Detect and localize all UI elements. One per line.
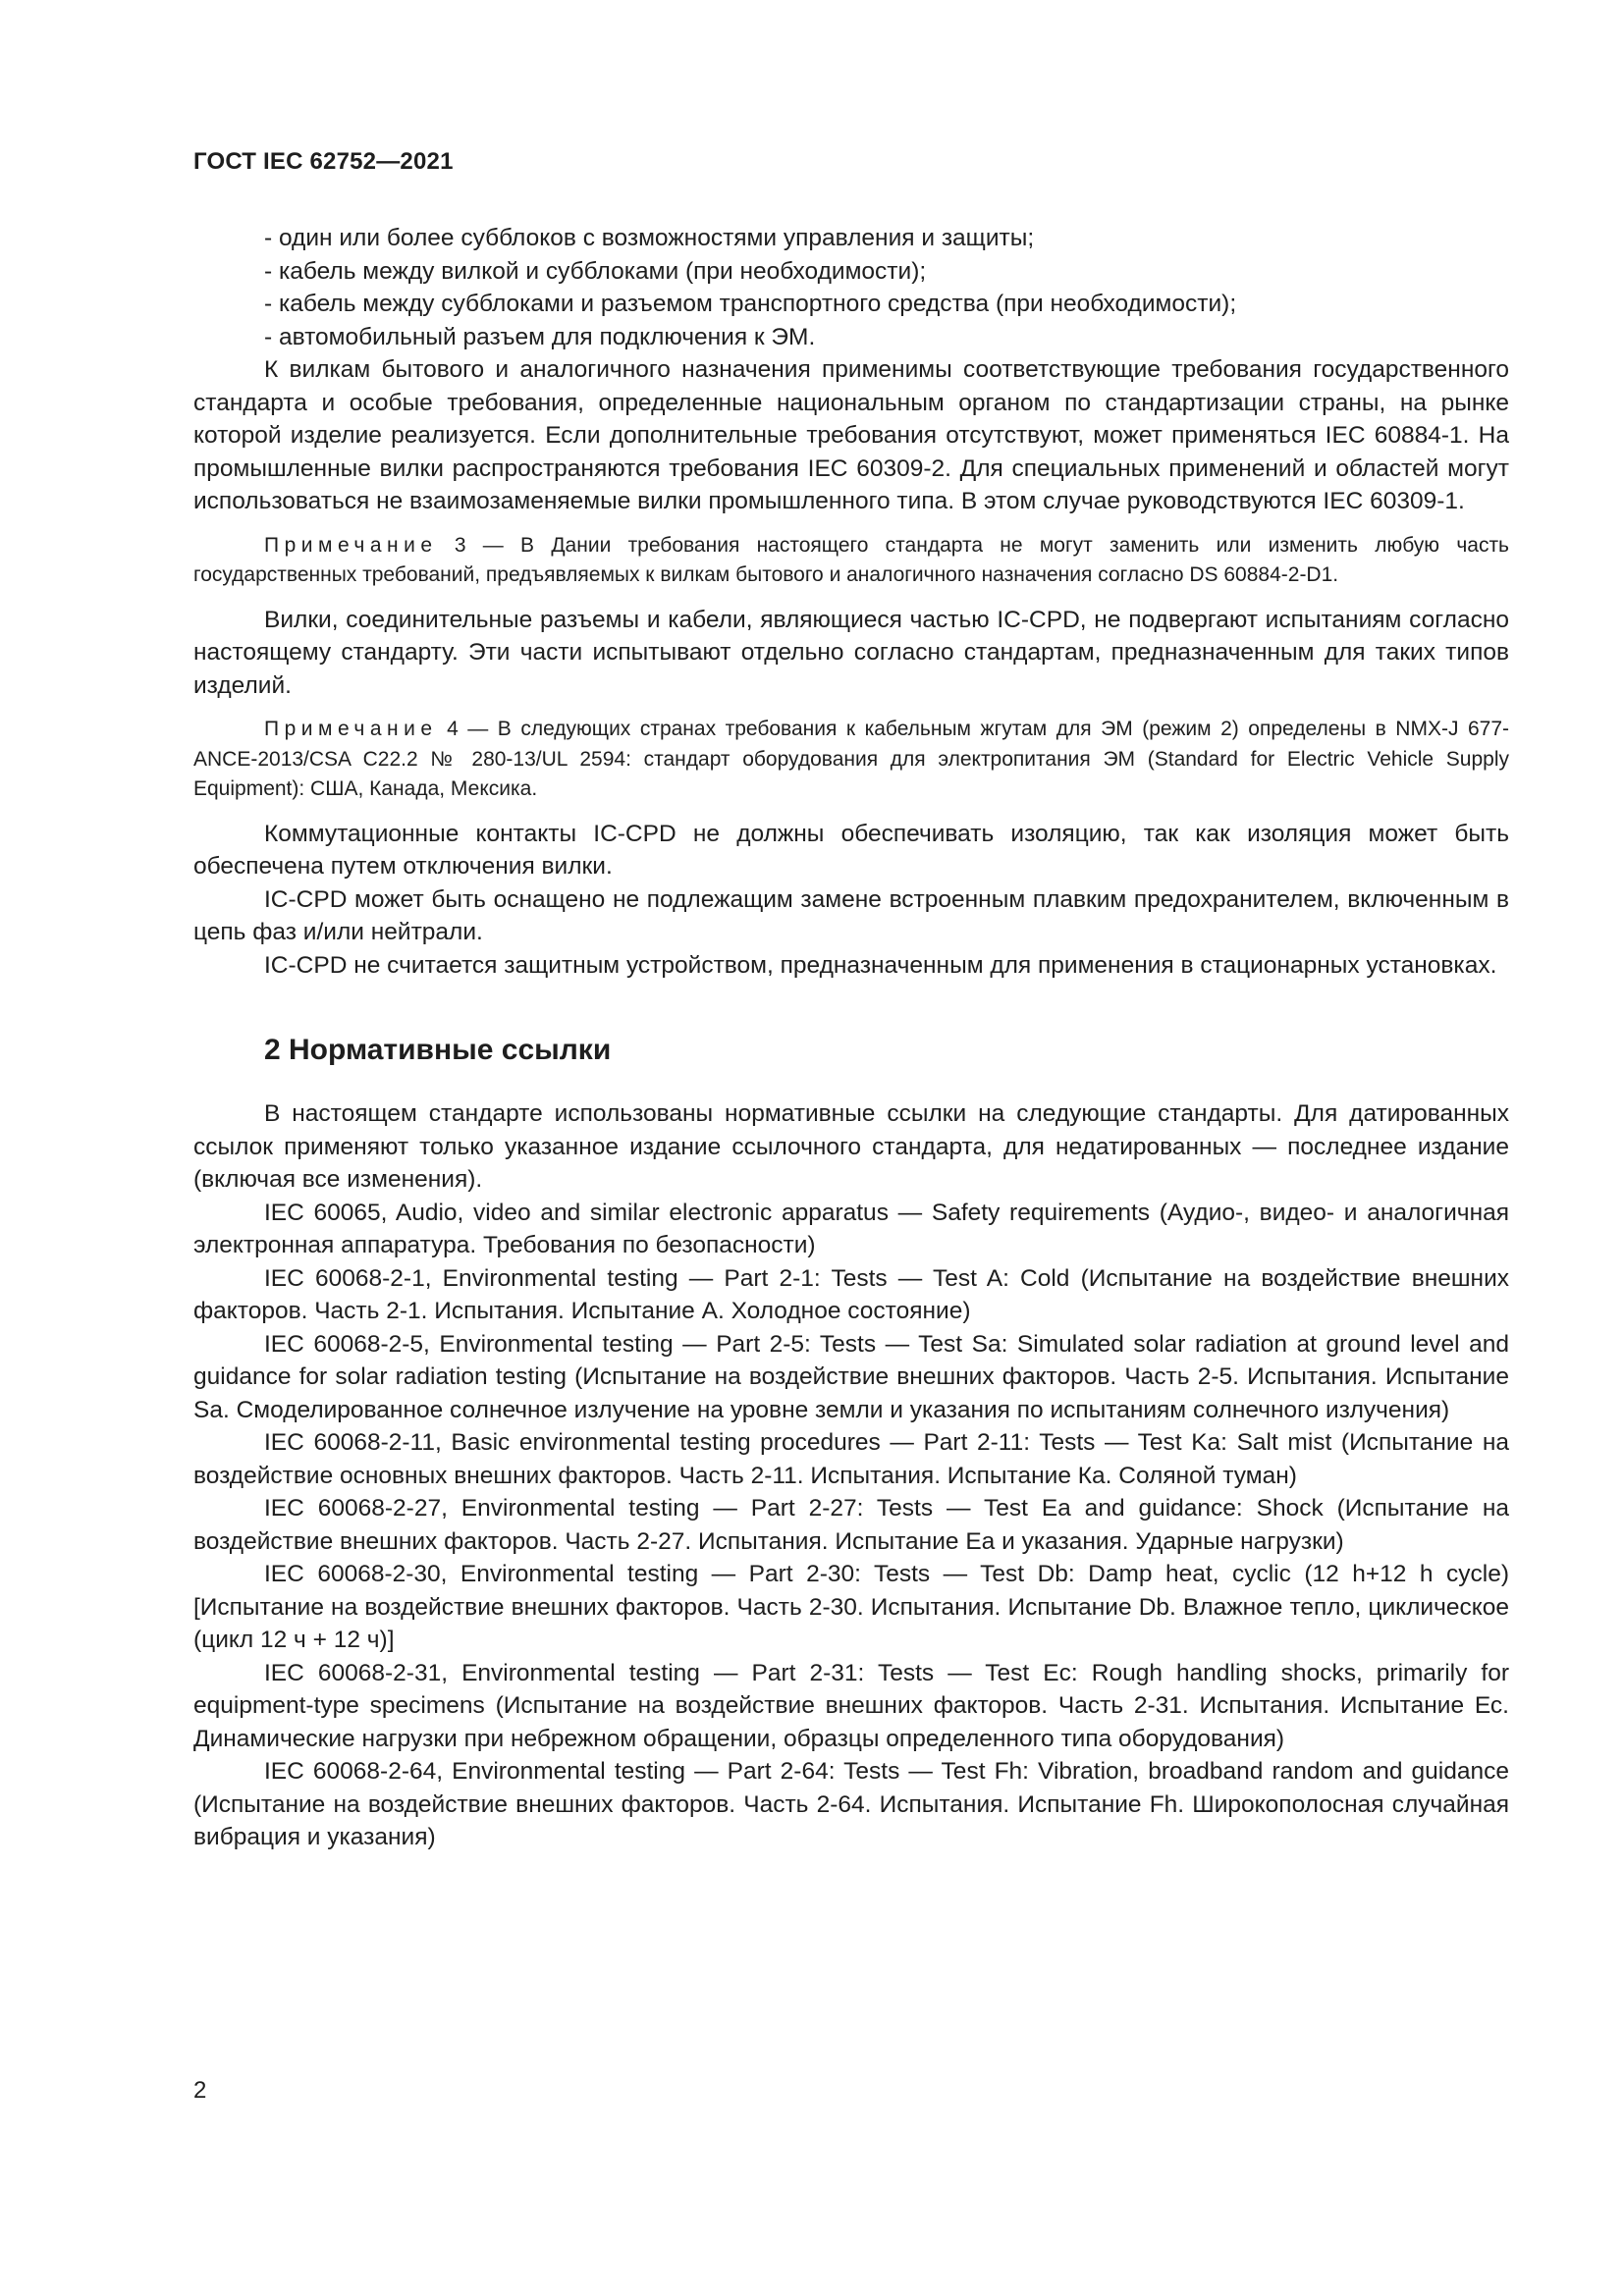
- note-label: Примечание: [264, 718, 438, 740]
- paragraph: В настоящем стандарте использованы нормативные ссылки на следующие стандарты. Для датированных ссылок применяют только указанное издание ссылочного стандарта, для недатированных — последнее издание (включая все изменения).: [193, 1100, 1509, 1193]
- reference-item: IEC 60068-2-27, Environmental testing — Part 2-27: Tests — Test Ea and guidance: Shock (Испытание на воздействие внешних факторов. Часть 2-27. Испытания. Испытание Еа и указания. Ударные нагрузки): [193, 1495, 1509, 1555]
- paragraph: IC-CPD может быть оснащено не подлежащим замене встроенным плавким предохранителем, включенным в цепь фаз и/или нейтрали.: [193, 885, 1509, 945]
- page-number: 2: [193, 2077, 207, 2104]
- list-item: - кабель между вилкой и субблоками (при необходимости);: [264, 257, 927, 285]
- paragraph: Коммутационные контакты IC-CPD не должны обеспечивать изоляцию, так как изоляция может быть обеспечена путем отключения вилки.: [193, 820, 1509, 880]
- document-body: [193, 222, 1509, 1854]
- section-heading: 2 Нормативные ссылки: [264, 1034, 612, 1066]
- reference-item: IEC 60068-2-64, Environmental testing — Part 2-64: Tests — Test Fh: Vibration, broadband random and guidance (Испытание на воздействие внешних факторов. Часть 2-64. Испытания. Испытание Fh. Широкополосная случайная вибрация и указания): [193, 1758, 1509, 1850]
- reference-item: IEC 60065, Audio, video and similar electronic apparatus — Safety requirements (Аудио-, видео- и аналогичная электронная аппаратура. Требования по безопасности): [193, 1199, 1509, 1258]
- list-item: - один или более субблоков с возможностями управления и защиты;: [264, 225, 1035, 251]
- list-item: - автомобильный разъем для подключения к ЭМ.: [264, 323, 816, 350]
- note-3: [193, 531, 1509, 591]
- reference-item: IEC 60068-2-5, Environmental testing — Part 2-5: Tests — Test Sa: Simulated solar radiation at ground level and guidance for solar radiation testing (Испытание на воздействие внешних факторов. Часть 2-5. Испытания. Испытание Sa. Смоделированное солнечное излучение на уровне земли и указания по испытаниям солнечного излучения): [193, 1330, 1509, 1423]
- paragraph: Вилки, соединительные разъемы и кабели, являющиеся частью IC-CPD, не подвергают испытаниям согласно настоящему стандарту. Эти части испытывают отдельно согласно стандартам, предназначенным для таких типов изделий.: [193, 606, 1509, 699]
- reference-item: IEC 60068-2-30, Environmental testing — Part 2-30: Tests — Test Db: Damp heat, cyclic (12 h+12 h cycle) [Испытание на воздействие внешних факторов. Часть 2-30. Испытания. Испытание Db. Влажное тепло, циклическое (цикл 12 ч + 12 ч)]: [193, 1561, 1509, 1653]
- paragraph: IC-CPD не считается защитным устройством, предназначенным для применения в стационарных установках.: [264, 951, 1497, 979]
- note-4: [193, 715, 1509, 805]
- note-label: Примечание: [264, 533, 438, 557]
- list-item: - кабель между субблоками и разъемом транспортного средства (при необходимости);: [264, 291, 1237, 317]
- reference-item: IEC 60068-2-31, Environmental testing — Part 2-31: Tests — Test Ec: Rough handling shocks, primarily for equipment-type specimens (Испытание на воздействие внешних факторов. Часть 2-31. Испытания. Испытание Ес. Динамические нагрузки при небрежном обращении, образцы определенного типа оборудования): [193, 1659, 1509, 1752]
- reference-item: IEC 60068-2-1, Environmental testing — Part 2-1: Tests — Test A: Cold (Испытание на воздействие внешних факторов. Часть 2-1. Испытания. Испытание А. Холодное состояние): [193, 1264, 1509, 1324]
- note-text: 4 — В следующих странах требования к кабельным жгутам для ЭМ (режим 2) определены в NMX-J 677-ANCE-2013/CSA C22.2 № 280-13/UL 2594: стандарт оборудования для электропитания ЭМ (Standard for Electric Vehicle Supply Equipment): США, Канада, Мексика.: [193, 718, 1509, 800]
- document-header: ГОСТ IEC 62752—2021: [193, 148, 454, 175]
- paragraph: К вилкам бытового и аналогичного назначения применимы соответствующие требования государственного стандарта и особые требования, определенные национальным органом по стандартизации страны, на рынке которой изделие реализуется. Если дополнительные требования отсутствуют, может применяться IEC 60884-1. На промышленные вилки распространяются требования IEC 60309-2. Для специальных применений и областей могут использоваться не взаимозаменяемые вилки промышленного типа. В этом случае руководствуются IEC 60309-1.: [193, 356, 1509, 514]
- reference-item: IEC 60068-2-11, Basic environmental testing procedures — Part 2-11: Tests — Test Ka: Salt mist (Испытание на воздействие основных внешних факторов. Часть 2-11. Испытания. Испытание Ка. Соляной туман): [193, 1429, 1509, 1489]
- note-text: 3 — В Дании требования настоящего стандарта не могут заменить или изменить любую часть государственных требований, предъявляемых к вилкам бытового и аналогичного назначения согласно DS 60884-2-D1.: [193, 533, 1509, 586]
